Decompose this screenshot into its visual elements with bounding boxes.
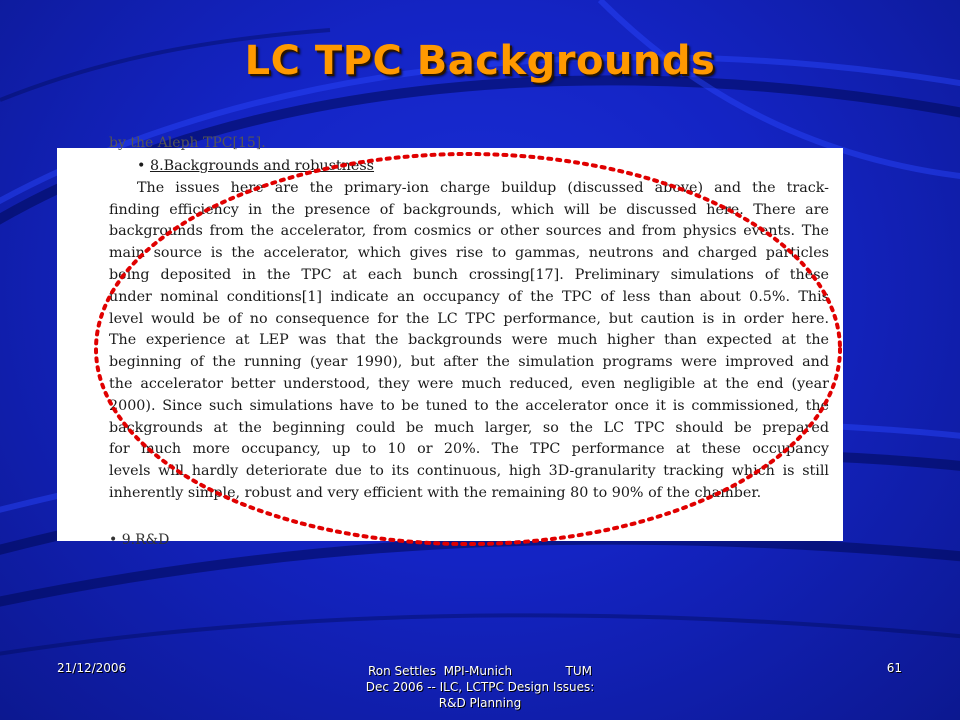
- document-line: finding efficiency in the presence of backgrounds, which will be discussed here. There are: [109, 201, 829, 218]
- document-line: level would be of no consequence for the LC TPC performance, but caution is in order here.: [109, 310, 829, 327]
- footer-center-text: [300, 663, 660, 711]
- document-excerpt-image: [57, 135, 843, 548]
- document-line: backgrounds from the accelerator, from cosmics or other sources and from physics events. The: [109, 223, 829, 240]
- footer-center-line: Dec 2006 -- ILC, LCTPC Design Issues:: [365, 680, 595, 694]
- footer-date: 21/12/2006: [57, 661, 127, 675]
- section-heading: 8.Backgrounds and robustness: [149, 158, 375, 174]
- document-line: being deposited in the TPC at each bunch crossing[17]. Preliminary simulations of these: [109, 266, 829, 283]
- document-line: inherently simple, robust and very efficient with the remaining 80 to 90% of the chamber.: [109, 484, 762, 501]
- document-line: under nominal conditions[1] indicate an occupancy of the TPC of less than about 0.5%. This: [109, 288, 829, 305]
- document-line: The issues here are the primary-ion charge buildup (discussed above) and the track-: [137, 179, 829, 196]
- document-line: The experience at LEP was that the backgrounds were much higher than expected at the: [109, 332, 829, 349]
- slide-title: LC TPC Backgrounds: [244, 38, 716, 84]
- footer-center-line: R&D Planning: [438, 696, 522, 710]
- section-heading-line: [109, 156, 829, 178]
- footer-center-line: Ron Settles MPI-Munich TUM: [368, 664, 592, 678]
- document-line: main source is the accelerator, which gives rise to gammas, neutrons and charged particles: [109, 245, 829, 262]
- document-line: the accelerator better understood, they were much reduced, even negligible at the end (year: [109, 375, 829, 392]
- document-cut-bottom-text: • 9.R&D: [109, 532, 170, 548]
- document-cut-top-text: by the Aleph TPC[15].: [109, 135, 266, 151]
- document-line: for much more occupancy, up to 10 or 20%. The TPC performance at these occupancy: [109, 441, 829, 458]
- document-line: 2000). Since such simulations have to be tuned to the accelerator once it is commissioned, the: [109, 397, 829, 414]
- document-text: [109, 156, 829, 505]
- document-line: levels will hardly deteriorate due to its continuous, high 3D-granularity tracking which is still: [109, 463, 829, 480]
- document-line: backgrounds at the beginning could be much larger, so the LC TPC should be prepared: [109, 419, 829, 436]
- document-line: beginning of the running (year 1990), but after the simulation programs were improved and: [109, 354, 829, 371]
- footer-page-number: 61: [886, 661, 902, 675]
- bullet-icon: •: [137, 158, 146, 174]
